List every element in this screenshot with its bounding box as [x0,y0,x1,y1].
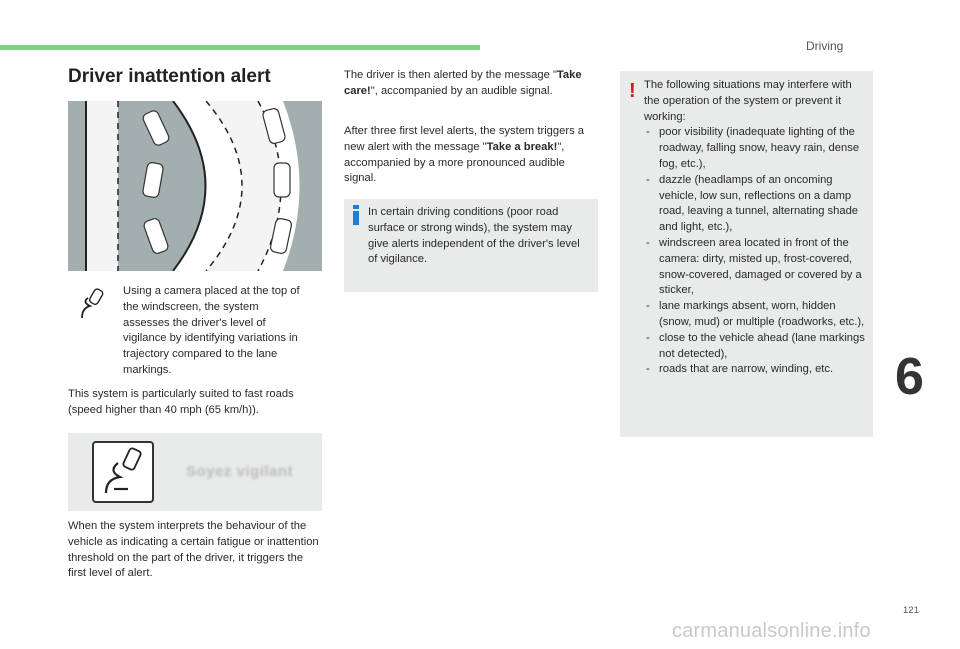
warning-content [644,78,868,378]
take-care-text [344,68,594,100]
driver-attention-icon [92,441,154,503]
take-break-before: After three first level alerts, the system triggers a new alert with the message " [344,125,584,153]
alert-display-label: Soyez vigilant [186,463,294,480]
warning-intro: The following situations may interfere with the operation of the system or prevent it working: [644,79,852,123]
fast-roads-text: This system is particularly suited to fast roads (speed higher than 40 mph (65 km/h)). [68,388,294,416]
page-number: 121 [903,605,919,616]
watermark: carmanualsonline.info [672,620,871,642]
warning-item: - dazzle (headlamps of an oncoming vehicle, low sun, reflections on a damp road, leaving a tunnel, alternating shade and light, etc.), [644,173,868,236]
warning-item: - lane markings absent, worn, hidden (snow, mud) or multiple (roadworks, etc.), [644,299,868,331]
warning-item: - roads that are narrow, winding, etc. [644,362,868,378]
info-icon [353,205,359,225]
warning-list [644,125,868,378]
take-break-text [344,124,598,187]
take-care-before: The driver is then alerted by the message " [344,69,557,81]
header-accent-bar [0,45,480,50]
warning-icon: ! [629,80,636,102]
info-box [344,199,598,292]
camera-description: Using a camera placed at the top of the windscreen, the system assesses the driver's level of vigilance by identifying variations in trajectory compared to the lane markings. [123,285,300,376]
alert-display-box [68,433,322,511]
chapter-number: 6 [895,348,924,406]
camera-icon [78,286,106,320]
warning-item: - poor visibility (inadequate lighting of the roadway, falling snow, heavy rain, dense fog, etc.), [644,125,868,172]
lane-drift-illustration [68,101,322,271]
info-text: In certain driving conditions (poor road surface or strong winds), the system may give alerts independent of the driver's level of vigilance. [368,206,580,266]
section-title: Driving [806,39,844,53]
warning-item: - close to the vehicle ahead (lane markings not detected), [644,331,868,363]
fatigue-text: When the system interprets the behaviour of the vehicle as indicating a certain fatigue or inattention threshold on the part of the driver, it triggers the first level of alert. [68,520,319,580]
warning-box [620,71,873,437]
take-care-message: Take care! [344,69,582,97]
take-break-after: ", accompanied by a more pronounced audible signal. [344,140,565,185]
warning-item: - windscreen area located in front of the camera: dirty, misted up, frost-covered, snow-covered, damaged or covered by a sticker, [644,236,868,299]
take-break-message: Take a break! [486,140,558,153]
page-title: Driver inattention alert [68,66,271,87]
take-care-after: ", accompanied by an audible signal. [370,84,553,97]
